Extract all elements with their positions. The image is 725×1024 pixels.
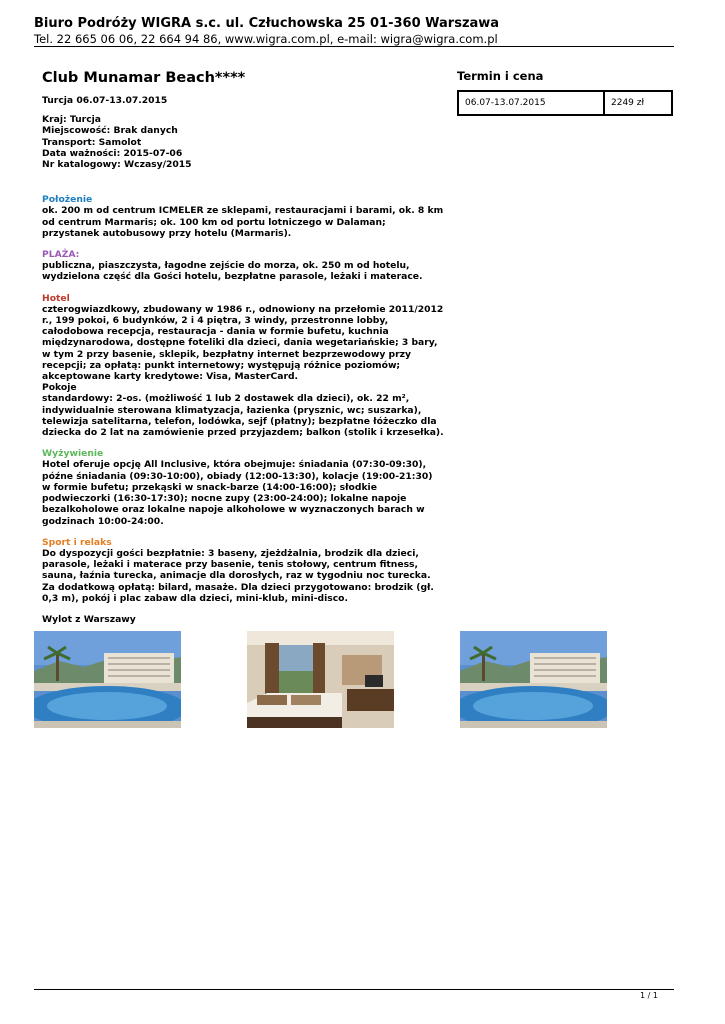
pool-photo <box>460 631 607 728</box>
section-sport-title: Sport i relaks <box>42 536 112 548</box>
section-beach-text: publiczna, piaszczysta, łagodne zejście do morza, ok. 250 m od hotelu, wydzielona część dla Gości hotelu, bezpłatne parasole, leżaki i materace. <box>42 260 423 283</box>
page-number: 1 / 1 <box>640 991 658 1000</box>
detail-town: Miejscowość: Brak danych <box>42 125 178 137</box>
pricing-title: Termin i cena <box>457 69 544 83</box>
section-beach <box>42 249 444 283</box>
section-meals <box>42 448 444 526</box>
company-name: Biuro Podróży WIGRA s.c. ul. Człuchowska 25 01-360 Warszawa <box>34 16 500 31</box>
offer-details <box>42 114 444 170</box>
offer-title: Club Munamar Beach**** <box>42 70 246 86</box>
header-divider <box>34 46 674 47</box>
detail-catalog-number: Nr katalogowy: Wczasy/2015 <box>42 159 192 171</box>
detail-country: Kraj: Turcja <box>42 114 101 126</box>
section-location <box>42 194 444 239</box>
section-meals-title: Wyżywienie <box>42 448 104 460</box>
section-rooms-text: standardowy: 2-os. (możliwość 1 lub 2 dostawek dla dzieci), ok. 22 m², indywidualnie sterowana klimatyzacja, łazienka (prysznic, wc; suszarka), telewizja satelitarna, telefon, lodówka, sejf (płatny); bezpłatne łóżeczko dla dziecka do 2 lat na zamówienie przed przyjazdem; balkon (stolik i krzesełka). <box>42 393 444 439</box>
detail-transport: Transport: Samolot <box>42 136 142 148</box>
pool-photo <box>34 631 181 728</box>
section-sport-text: Do dyspozycji gości bezpłatnie: 3 baseny, zjeżdżalnia, brodzik dla dzieci, parasole, leżaki i materace przy basenie, tenis stołowy, centrum fitness, sauna, łaźnia turecka, animacje dla dorosłych, raz w tygodniu noc turecka. Za dodatkową opłatą: bilard, masaże. Dla dzieci przygotowano: brodzik (gł. 0,3 m), pokój i plac zabaw dla dzieci, mini-klub, mini-disco. <box>42 547 434 604</box>
section-location-text: ok. 200 m od centrum ICMELER ze sklepami, restauracjami i barami, ok. 8 km od centrum Marmaris; ok. 100 km od portu lotniczego w Dalaman; przystanek autobusowy przy hotelu (Marmaris). <box>42 205 444 239</box>
detail-validity: Data ważności: 2015-07-06 <box>42 147 183 159</box>
page-header <box>34 16 674 47</box>
section-sport <box>42 537 444 604</box>
trip-summary: Turcja 06.07-13.07.2015 <box>42 95 168 106</box>
offer-description <box>42 95 444 625</box>
section-hotel-text: czterogwiazdkowy, zbudowany w 1986 r., odnowiony na przełomie 2011/2012 r., 199 pokoi, 6 budynków, 2 i 4 piętra, 3 windy, przestronne lobby, całodobowa recepcja, restauracja - dania w formie bufetu, kuchnia międzynarodowa, dostępne foteliki dla dzieci, dania wegetariańskie; 3 bary, w tym 2 przy basenie, sklepik, bezpłatny internet bezprzewodowy przy recepcji; za opłatą: punkt internetowy; występują różnice poziomów; akceptowane karty kredytowe: Visa, MasterCard. <box>42 303 444 383</box>
company-contact: Tel. 22 665 06 06, 22 664 94 86, www.wigra.com.pl, e-mail: wigra@wigra.com.pl <box>34 32 498 46</box>
pricing-price: 2249 zł <box>604 91 672 115</box>
pricing-date: 06.07-13.07.2015 <box>458 91 604 115</box>
footer-divider <box>34 989 674 990</box>
section-meals-text: Hotel oferuje opcję All Inclusive, która obejmuje: śniadania (07:30-09:30), późne śniadania (09:30-10:00), obiady (12:00-13:30), kolacje (19:00-21:30) w formie bufetu; przekąski w snack-barze (14:00-16:00); słodkie podwieczorki (16:30-17:30); nocne zupy (23:00-24:00); lokalne napoje bezalkoholowe oraz lokalne napoje alkoholowe w wyznaczonych barach w godzinach 10:00-24:00. <box>42 459 433 527</box>
section-rooms-label: Pokoje <box>42 382 77 394</box>
section-hotel-title: Hotel <box>42 292 70 304</box>
section-beach-title: PLAŻA: <box>42 249 80 261</box>
flight-info: Wylot z Warszawy <box>42 613 136 625</box>
hotel-room-photo <box>247 631 394 728</box>
table-row <box>458 91 672 115</box>
section-hotel <box>42 293 444 439</box>
section-location-title: Położenie <box>42 194 93 206</box>
pricing-table <box>457 90 673 116</box>
